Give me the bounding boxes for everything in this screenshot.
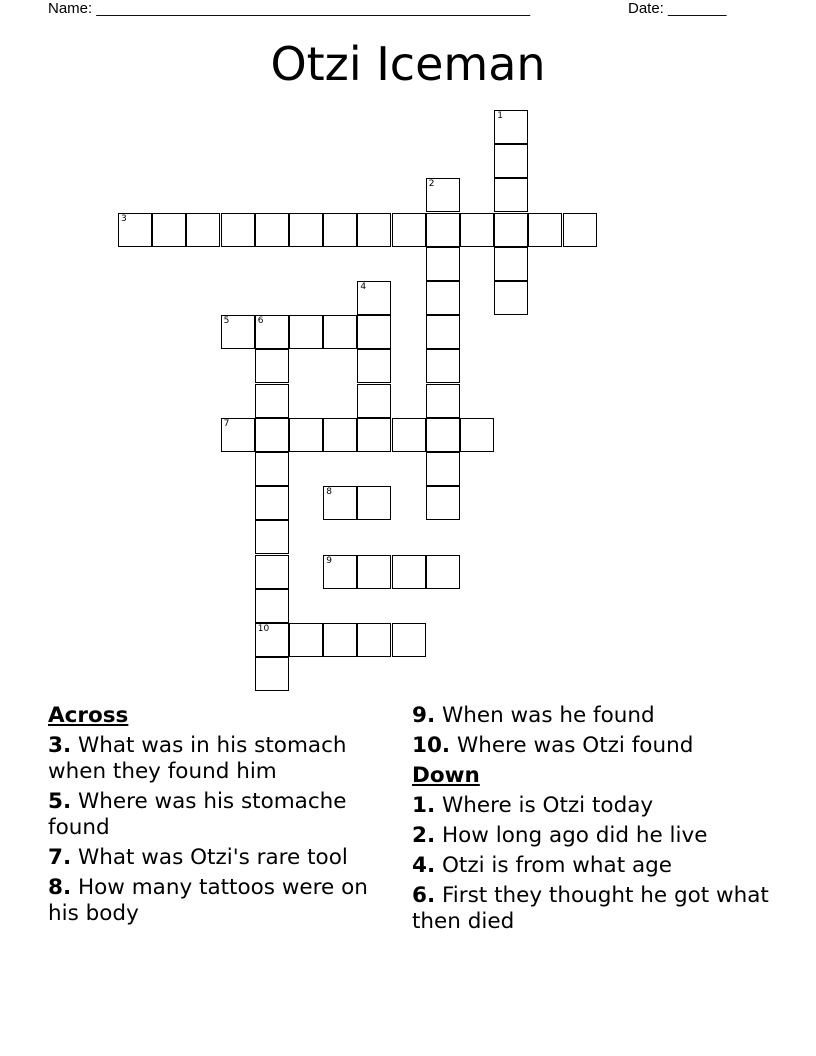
grid-cell[interactable] (255, 213, 289, 247)
clue-text: Where was his stomache found (48, 789, 347, 840)
grid-cell[interactable] (255, 623, 289, 657)
clue-text: What was Otzi's rare tool (77, 845, 348, 870)
grid-cell[interactable] (426, 418, 460, 452)
clue-number: 8. (48, 875, 72, 900)
grid-cell[interactable] (255, 452, 289, 486)
clue-text: Otzi is from what age (441, 853, 673, 878)
grid-cell[interactable] (221, 213, 255, 247)
grid-cell[interactable] (392, 623, 426, 657)
grid-cell[interactable] (289, 315, 323, 349)
grid-cell[interactable] (255, 418, 289, 452)
grid-cell[interactable] (186, 213, 220, 247)
grid-cell[interactable] (323, 315, 357, 349)
clue-text: First they thought he got what then died (412, 883, 769, 934)
date-field[interactable]: Date: _______ (628, 0, 727, 17)
clue-text: Where was Otzi found (456, 733, 694, 758)
grid-cell[interactable] (357, 315, 391, 349)
clue-number-label: 8 (326, 487, 332, 498)
clue-number: 1. (412, 793, 436, 818)
across-heading: Across (48, 703, 129, 728)
clue-text: Where is Otzi today (441, 793, 654, 818)
grid-cell[interactable] (563, 213, 597, 247)
grid-cell[interactable] (426, 349, 460, 383)
clue-number: 4. (412, 853, 436, 878)
puzzle-title: Otzi Iceman (270, 37, 546, 91)
clue-number: 7. (48, 845, 72, 870)
clue-number-label: 2 (428, 179, 435, 190)
grid-cell[interactable] (323, 555, 357, 589)
clue-down-2 (412, 823, 772, 849)
name-field[interactable]: Name: ____________________________________________________ (48, 0, 531, 17)
grid-cell[interactable] (289, 213, 323, 247)
grid-cell[interactable] (426, 555, 460, 589)
clues-column-left (48, 703, 393, 931)
clue-number-label: 9 (326, 555, 332, 566)
grid-cell[interactable] (426, 281, 460, 315)
clue-across-8 (48, 875, 393, 927)
down-heading: Down (412, 763, 480, 788)
clue-number: 5. (48, 789, 72, 814)
clue-across-5 (48, 789, 393, 841)
clue-number-label: 4 (360, 282, 367, 292)
grid-cell[interactable] (255, 384, 289, 418)
clue-text: How long ago did he live (441, 823, 708, 848)
grid-cell[interactable] (323, 486, 357, 520)
grid-cell[interactable] (357, 281, 391, 315)
grid-cell[interactable] (460, 213, 494, 247)
grid-cell[interactable] (289, 418, 323, 452)
clues-column-right (412, 703, 772, 939)
grid-cell[interactable] (221, 418, 255, 452)
grid-cell[interactable] (357, 213, 391, 247)
grid-cell[interactable] (323, 623, 357, 657)
grid-cell[interactable] (392, 213, 426, 247)
clue-down-6 (412, 883, 772, 935)
grid-cell[interactable] (494, 144, 528, 178)
grid-cell[interactable] (494, 110, 528, 144)
grid-cell[interactable] (289, 623, 323, 657)
clue-number: 6. (412, 883, 436, 908)
grid-cell[interactable] (323, 213, 357, 247)
grid-cell[interactable] (426, 452, 460, 486)
clue-number-label: 1 (497, 111, 503, 121)
grid-cell[interactable] (426, 486, 460, 520)
clue-number-label: 10 (257, 624, 270, 634)
clue-across-7 (48, 845, 393, 871)
clue-across-10 (412, 733, 772, 759)
grid-cell[interactable] (255, 315, 289, 349)
grid-cell[interactable] (357, 555, 391, 589)
grid-cell[interactable] (152, 213, 186, 247)
grid-cell[interactable] (426, 384, 460, 418)
grid-cell[interactable] (494, 281, 528, 315)
clue-down-1 (412, 793, 772, 819)
grid-cell[interactable] (221, 315, 255, 349)
grid-cell[interactable] (357, 486, 391, 520)
grid-cell[interactable] (255, 657, 289, 691)
grid-cell[interactable] (357, 349, 391, 383)
grid-cell[interactable] (494, 247, 528, 281)
grid-cell[interactable] (255, 486, 289, 520)
clue-number: 10. (412, 733, 451, 758)
clue-number-label: 6 (257, 316, 264, 327)
grid-cell[interactable] (255, 520, 289, 554)
grid-cell[interactable] (323, 418, 357, 452)
grid-cell[interactable] (357, 418, 391, 452)
clue-number: 2. (412, 823, 436, 848)
grid-cell[interactable] (255, 349, 289, 383)
grid-cell[interactable] (426, 315, 460, 349)
grid-cell[interactable] (426, 247, 460, 281)
grid-cell[interactable] (426, 178, 460, 212)
clue-number: 9. (412, 703, 436, 728)
grid-cell[interactable] (494, 178, 528, 212)
grid-cell[interactable] (426, 213, 460, 247)
clue-down-4 (412, 853, 772, 879)
clue-across-9 (412, 703, 772, 729)
clue-number-label: 7 (223, 418, 230, 429)
grid-cell[interactable] (255, 555, 289, 589)
grid-cell[interactable] (392, 555, 426, 589)
clue-number: 3. (48, 733, 72, 758)
grid-cell[interactable] (528, 213, 562, 247)
grid-cell[interactable] (357, 623, 391, 657)
clue-text: When was he found (441, 703, 655, 728)
grid-cell[interactable] (357, 384, 391, 418)
grid-cell[interactable] (460, 418, 494, 452)
grid-cell[interactable] (392, 418, 426, 452)
clue-text: How many tattoos were on his body (48, 875, 368, 926)
clue-number-label: 5 (223, 316, 230, 327)
grid-cell[interactable] (494, 213, 528, 247)
clue-across-3 (48, 733, 393, 785)
grid-cell[interactable] (255, 589, 289, 623)
clue-number-label: 3 (121, 213, 127, 224)
grid-cell[interactable] (118, 213, 152, 247)
clue-text: What was in his stomach when they found him (48, 733, 347, 784)
